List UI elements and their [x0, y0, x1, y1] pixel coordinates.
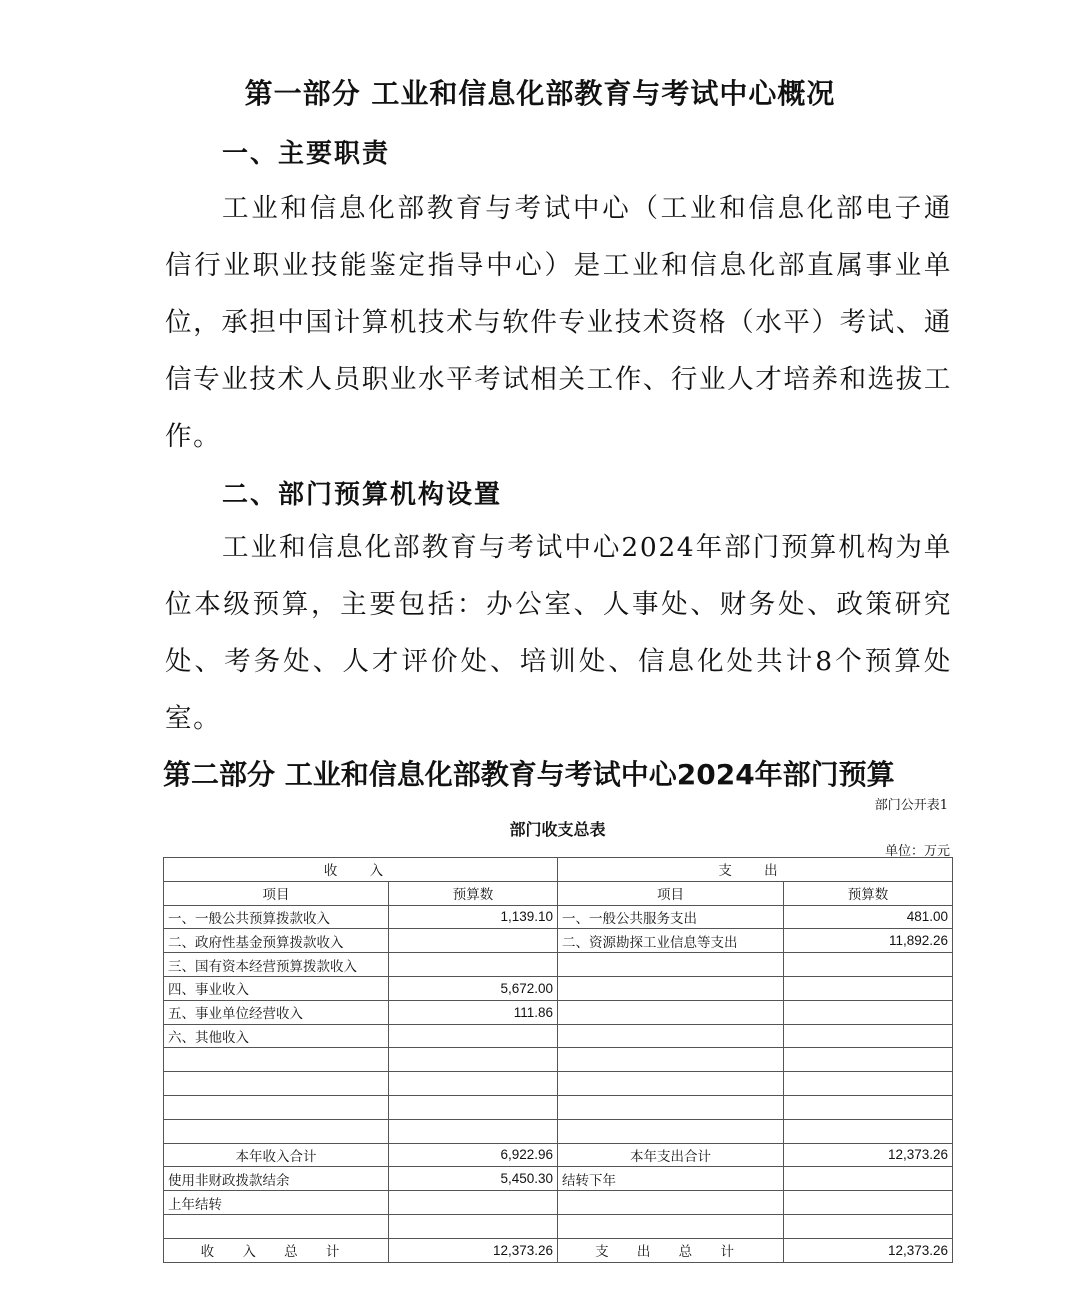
income-value [389, 1024, 558, 1048]
table-row-carry-last [164, 1191, 953, 1215]
income-value: 1,139.10 [389, 905, 558, 929]
table-row [164, 905, 953, 929]
expense-item-col: 项目 [558, 881, 784, 905]
table-unit: 单位：万元 [884, 844, 950, 859]
table-row [164, 1119, 953, 1143]
nonfiscal-balance-label: 使用非财政拨款结余 [164, 1167, 389, 1191]
table-row [164, 953, 953, 977]
table-title: 部门收支总表 [509, 820, 606, 839]
income-value [389, 1048, 558, 1072]
income-value [389, 1072, 558, 1096]
table-column-row [164, 881, 953, 905]
expense-item [558, 1048, 784, 1072]
section1-heading: 一、主要职责 [222, 139, 391, 169]
empty-cell [558, 1191, 784, 1215]
income-item: 五、事业单位经营收入 [164, 1000, 389, 1024]
year-expense-total-label: 本年支出合计 [558, 1143, 784, 1167]
income-item: 四、事业收入 [164, 976, 389, 1000]
expense-value [784, 1000, 953, 1024]
income-grand-total-label: 收 入 总 计 [164, 1238, 389, 1262]
expense-value [784, 976, 953, 1000]
empty-cell [784, 1214, 953, 1238]
income-item [164, 1095, 389, 1119]
expense-header: 支 出 [558, 858, 953, 882]
income-item: 一、一般公共预算拨款收入 [164, 905, 389, 929]
empty-cell [389, 1214, 558, 1238]
expense-item [558, 953, 784, 977]
income-value [389, 1119, 558, 1143]
income-item [164, 1119, 389, 1143]
expense-item [558, 1000, 784, 1024]
year-income-total-label: 本年收入合计 [164, 1143, 389, 1167]
expense-value [784, 1048, 953, 1072]
expense-value [784, 1072, 953, 1096]
carry-next [784, 1167, 953, 1191]
section2-paragraph: 工业和信息化部教育与考试中心2024年部门预算机构为单位本级预算，主要包括：办公室、人事处、财务处、政策研究处、考务处、人才评价处、培训处、信息化处共计8个预算处室。 [165, 532, 952, 734]
table-row [164, 1024, 953, 1048]
income-value [389, 929, 558, 953]
table-header-row [164, 858, 953, 882]
part2-title: 第二部分 工业和信息化部教育与考试中心2024年部门预算 [163, 758, 895, 791]
expense-budget-col: 预算数 [784, 881, 953, 905]
expense-value: 481.00 [784, 905, 953, 929]
table-row-year-total [164, 1143, 953, 1167]
expense-value [784, 1024, 953, 1048]
income-budget-col: 预算数 [389, 881, 558, 905]
table-row-grand-total [164, 1238, 953, 1262]
part1-title: 第一部分 工业和信息化部教育与考试中心概况 [244, 77, 836, 110]
expense-item [558, 1119, 784, 1143]
table-row [164, 1000, 953, 1024]
expense-item [558, 1095, 784, 1119]
expense-value [784, 1119, 953, 1143]
income-value [389, 953, 558, 977]
expense-item: 二、资源勘探工业信息等支出 [558, 929, 784, 953]
carry-last [389, 1191, 558, 1215]
expense-grand-total: 12,373.26 [784, 1238, 953, 1262]
income-grand-total: 12,373.26 [389, 1238, 558, 1262]
income-item: 三、国有资本经营预算拨款收入 [164, 953, 389, 977]
table-row [164, 1095, 953, 1119]
table-tag: 部门公开表1 [874, 798, 948, 813]
year-expense-total: 12,373.26 [784, 1143, 953, 1167]
expense-item: 一、一般公共服务支出 [558, 905, 784, 929]
budget-table [163, 857, 953, 1263]
income-item [164, 1072, 389, 1096]
table-row [164, 929, 953, 953]
expense-value: 11,892.26 [784, 929, 953, 953]
carry-next-label: 结转下年 [558, 1167, 784, 1191]
empty-cell [164, 1214, 389, 1238]
income-header: 收 入 [164, 858, 558, 882]
income-item [164, 1048, 389, 1072]
income-item: 二、政府性基金预算拨款收入 [164, 929, 389, 953]
table-row-balance [164, 1167, 953, 1191]
expense-item [558, 1072, 784, 1096]
income-item: 六、其他收入 [164, 1024, 389, 1048]
expense-grand-total-label: 支 出 总 计 [558, 1238, 784, 1262]
income-value [389, 1095, 558, 1119]
empty-cell [558, 1214, 784, 1238]
expense-value [784, 953, 953, 977]
income-value: 111.86 [389, 1000, 558, 1024]
carry-last-label: 上年结转 [164, 1191, 389, 1215]
expense-value [784, 1095, 953, 1119]
table-row [164, 976, 953, 1000]
table-row-blank [164, 1214, 953, 1238]
expense-item [558, 1024, 784, 1048]
year-income-total: 6,922.96 [389, 1143, 558, 1167]
table-row [164, 1072, 953, 1096]
nonfiscal-balance: 5,450.30 [389, 1167, 558, 1191]
income-item-col: 项目 [164, 881, 389, 905]
expense-item [558, 976, 784, 1000]
empty-cell [784, 1191, 953, 1215]
income-value: 5,672.00 [389, 976, 558, 1000]
section2-heading: 二、部门预算机构设置 [222, 480, 503, 510]
section1-paragraph: 工业和信息化部教育与考试中心（工业和信息化部电子通信行业职业技能鉴定指导中心）是工业和信息化部直属事业单位，承担中国计算机技术与软件专业技术资格（水平）考试、通信专业技术人员职业水平考试相关工作、行业人才培养和选拔工作。 [165, 193, 952, 452]
table-row [164, 1048, 953, 1072]
